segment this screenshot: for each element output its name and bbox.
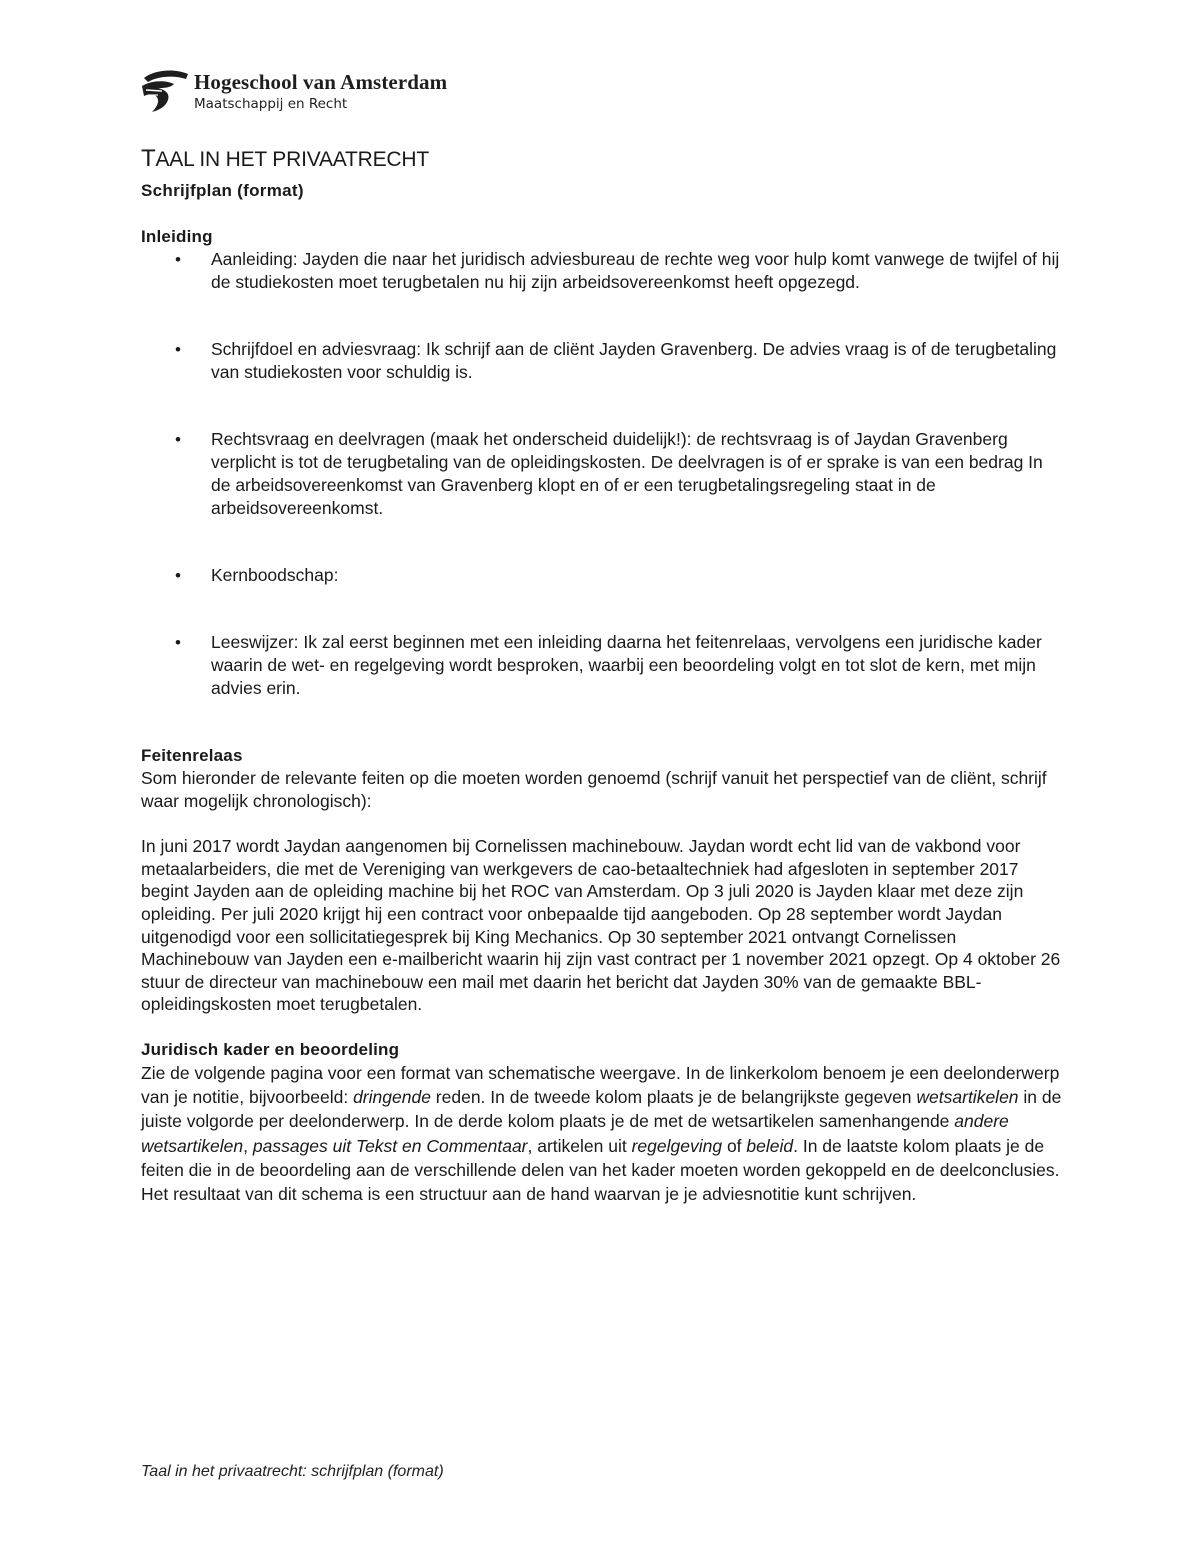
heading-inleiding: Inleiding [141, 227, 213, 246]
section-feitenrelaas [141, 744, 1066, 1016]
bullet-icon: • [175, 430, 181, 449]
bullet-icon: • [175, 633, 181, 652]
bullet-icon: • [175, 340, 181, 359]
list-item [141, 631, 1066, 700]
org-faculty: Maatschappij en Recht [194, 96, 348, 112]
bullet-icon: • [175, 566, 181, 585]
feitenrelaas-body: In juni 2017 wordt Jaydan aangenomen bij Cornelissen machinebouw. Jaydan wordt echt lid van de vakbond voor metaalarbeiders, die met de Vereniging van werkgevers de cao-betaaltechniek had afgesloten in september 2017 begint Jayden aan de opleiding machine bij het ROC van Amsterdam. Op 3 juli 2020 is Jayden klaar met deze zijn opleiding. Per juli 2020 krijgt hij een contract voor onbepaalde tijd aangeboden. Op 28 september wordt Jaydan uitgenodigd voor een sollicitatiegesprek bij King Mechanics. Op 30 september 2021 ontvangt Cornelissen Machinebouw van Jayden een e-mailbericht waarin hij zijn vast contract per 1 november 2021 opzegt. Op 4 oktober 26 stuur de directeur van machinebouw een mail met daarin het bericht dat Jayden 30% van de gemaakte BBL-opleidingskosten moet terugbetalen. [141, 836, 1061, 1015]
document-title [141, 146, 1066, 173]
title-first-letter: T [141, 145, 156, 172]
list-item-text: Schrijfdoel en adviesvraag: Ik schrijf aan de cliënt Jayden Gravenberg. De advies vraag is of de terugbetaling van studiekosten voor schuldig is. [211, 339, 1057, 382]
hva-logo-icon [140, 68, 190, 114]
list-item [141, 248, 1066, 294]
org-name: Hogeschool van Amsterdam [194, 70, 448, 94]
list-item [141, 338, 1066, 384]
inleiding-list [141, 248, 1066, 700]
list-item-text: Aanleiding: Jayden die naar het juridisch adviesbureau de rechte weg voor hulp komt vanwege de twijfel of hij de studiekosten moet terugbetalen nu hij zijn arbeidsovereenkomst heeft opgezegd. [211, 249, 1060, 292]
page-footer: Taal in het privaatrecht: schrijfplan (format) [141, 1463, 444, 1480]
list-item-text: Leeswijzer: Ik zal eerst beginnen met een inleiding daarna het feitenrelaas, vervolgens een juridische kader waarin de wet- en regelgeving wordt besproken, waarbij een beoordeling volgt en tot slot de kern, met mijn advies erin. [211, 632, 1042, 698]
list-item-text: Rechtsvraag en deelvragen (maak het onderscheid duidelijk!): de rechtsvraag is of Jaydan Gravenberg verplicht is tot de terugbetaling van de opleidingskosten. De deelvragen is of er sprake is van een bedrag In de arbeidsovereenkomst van Gravenberg klopt en of er een terugbetalingsregeling staat in de arbeidsovereenkomst. [211, 429, 1043, 518]
list-item-text: Kernboodschap: [211, 565, 339, 585]
section-juridisch-kader [141, 1038, 1066, 1206]
list-item [141, 564, 1066, 587]
heading-feitenrelaas: Feitenrelaas [141, 746, 243, 765]
document-subtitle: Schrijfplan (format) [141, 181, 304, 200]
title-rest: AAL IN HET PRIVAATRECHT [155, 148, 429, 171]
bullet-icon: • [175, 250, 181, 269]
document-content [141, 146, 1066, 1206]
feitenrelaas-intro: Som hieronder de relevante feiten op die moeten worden genoemd (schrijf vanuit het perspectief van de cliënt, schrijf waar mogelijk chronologisch): [141, 768, 1047, 811]
list-item [141, 428, 1066, 520]
heading-juridisch-kader: Juridisch kader en beoordeling [141, 1039, 400, 1059]
juridisch-kader-text: Zie de volgende pagina voor een format van schematische weergave. In de linkerkolom benoem je een deelonderwerp van je notitie, bijvoorbeeld: dringende reden. In de tweede kolom plaats je de belangrijkste gegeven wetsartikelen in de juiste volgorde per deelonderwerp. In de derde kolom plaats je de met de wetsartikelen samenhangende andere wetsartikelen, passages uit Tekst en Commentaar, artikelen uit regelgeving of beleid. In de laatste kolom plaats je de feiten die in de beoordeling aan de verschillende delen van het kader moeten worden gekoppeld en de deelconclusies. Het resultaat van dit schema is een structuur aan de hand waarvan je je adviesnotitie kunt schrijven. [141, 1062, 1062, 1204]
